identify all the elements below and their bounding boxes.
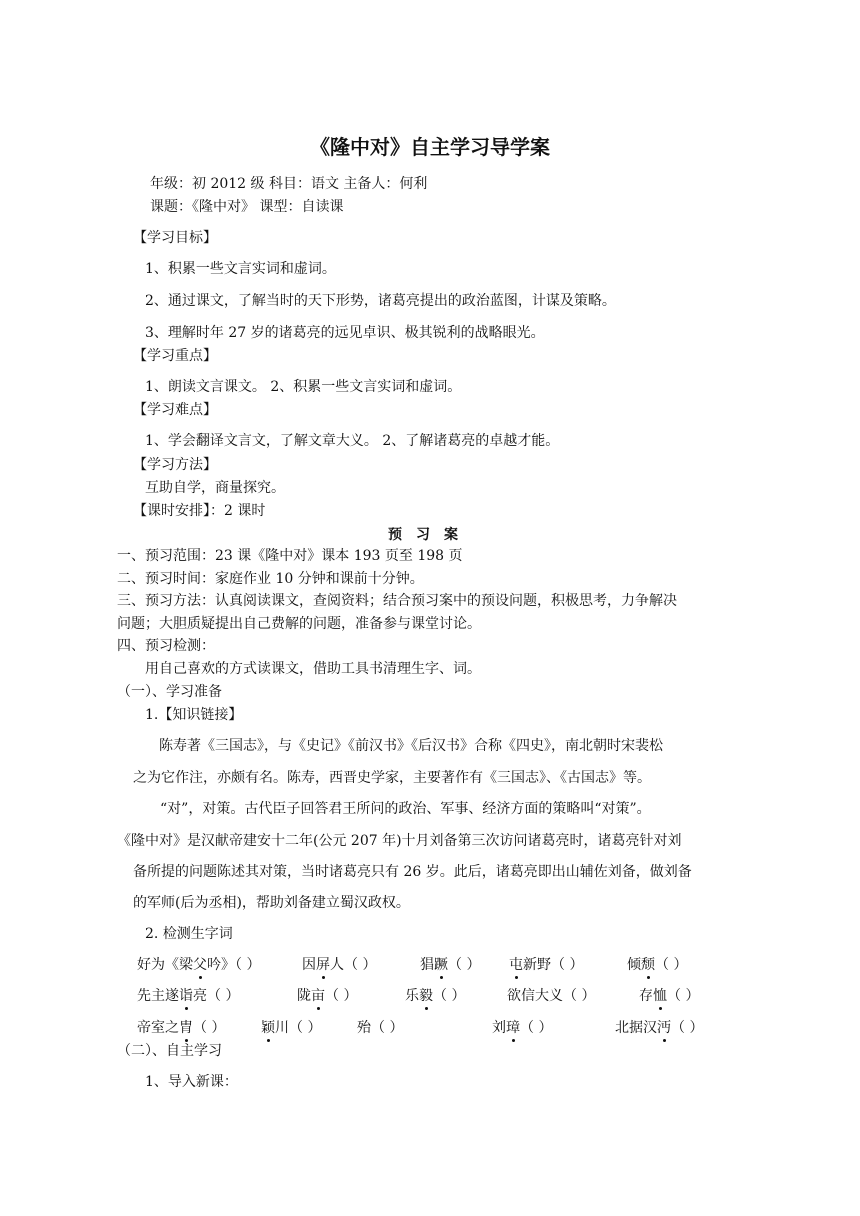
vocab-header: 2. 检测生字词 bbox=[145, 926, 233, 942]
vocab-item: 倾颓（ ） bbox=[627, 957, 688, 973]
goals-header: 【学习目标】 bbox=[133, 230, 217, 246]
schedule-line: 【课时安排】：2 课时 bbox=[133, 503, 266, 519]
preview-line: 问题；大胆质疑提出自己费解的问题，准备参与课堂讨论。 bbox=[117, 616, 481, 632]
method-header: 【学习方法】 bbox=[133, 457, 217, 473]
preview-line: 二、预习时间：家庭作业 10 分钟和课前十分钟。 bbox=[117, 571, 424, 587]
preview-line: 三、预习方法：认真阅读课文，查阅资料；结合预习案中的预设问题，积极思考，力争解决 bbox=[117, 593, 677, 609]
preview-line: 一、预习范围：23 课《隆中对》课本 193 页至 198 页 bbox=[117, 548, 463, 564]
focus-text: 1、朗读文言课文。 2、积累一些文言实词和虚词。 bbox=[145, 379, 462, 395]
knowledge-paragraph: 陈寿著《三国志》，与《史记》《前汉书》《后汉书》合称《四史》，南北朝时宋裴松 bbox=[159, 738, 663, 754]
preview-line: 四、预习检测： bbox=[117, 638, 215, 654]
vocab-item: 存恤（ ） bbox=[639, 988, 700, 1004]
meta-line-1: 年级：初 2012 级 科目：语文 主备人：何利 bbox=[150, 176, 428, 192]
goal-item: 1、积累一些文言实词和虚词。 bbox=[145, 261, 336, 277]
difficulty-text: 1、学会翻译文言文，了解文章大义。 2、了解诸葛亮的卓越才能。 bbox=[145, 433, 560, 449]
vocab-item: 猖蹶（ ） bbox=[420, 957, 481, 973]
knowledge-link-header: 1.【知识链接】 bbox=[145, 707, 243, 723]
preview-heading: 预习案 bbox=[388, 527, 472, 543]
vocab-item: 欲信大义（ ） bbox=[507, 988, 596, 1004]
meta-line-2: 课题：《隆中对》 课型：自读课 bbox=[150, 199, 344, 215]
goal-item: 2、通过课文，了解当时的天下形势，诸葛亮提出的政治蓝图，计谋及策略。 bbox=[145, 293, 616, 309]
vocab-item: 北据汉沔（ ） bbox=[615, 1020, 704, 1036]
intro-line: 1、导入新课： bbox=[145, 1074, 238, 1090]
vocab-item: 乐毅（ ） bbox=[405, 988, 466, 1004]
knowledge-paragraph: 之为它作注，亦颇有名。陈寿，西晋史学家，主要著作有《三国志》、《古国志》等。 bbox=[133, 770, 651, 786]
section-one-heading: （一）、学习准备 bbox=[117, 684, 222, 700]
knowledge-paragraph: 《隆中对》是汉献帝建安十二年(公元 207 年)十月刘备第三次访问诸葛亮时，诸葛亮针对刘 bbox=[117, 833, 682, 849]
difficulty-header: 【学习难点】 bbox=[133, 402, 217, 418]
vocab-item: 刘璋（ ） bbox=[492, 1020, 553, 1036]
focus-header: 【学习重点】 bbox=[133, 348, 217, 364]
vocab-item: 陇亩（ ） bbox=[297, 988, 358, 1004]
knowledge-paragraph: 备所提的问题陈述其对策，当时诸葛亮只有 26 岁。此后，诸葛亮即出山辅佐刘备，做刘备 bbox=[133, 864, 692, 880]
goal-item: 3、理解时年 27 岁的诸葛亮的远见卓识、极其锐利的战略眼光。 bbox=[145, 325, 545, 341]
vocab-item: 屯新野（ ） bbox=[509, 957, 584, 973]
preview-line: 用自己喜欢的方式读课文，借助工具书清理生字、词。 bbox=[145, 661, 481, 677]
vocab-item: 颖川（ ） bbox=[261, 1020, 322, 1036]
document-title: 《隆中对》自主学习导学案 bbox=[310, 135, 550, 159]
vocab-item: 先主遂诣亮（ ） bbox=[137, 988, 240, 1004]
vocab-item: 因屏人（ ） bbox=[302, 957, 377, 973]
knowledge-paragraph: 的军师(后为丞相)，帮助刘备建立蜀汉政权。 bbox=[133, 895, 410, 911]
method-text: 互助自学，商量探究。 bbox=[145, 480, 285, 496]
vocab-item: 好为《梁父吟》（ ） bbox=[137, 957, 261, 973]
vocab-item: 帝室之胄（ ） bbox=[137, 1020, 226, 1036]
section-two-heading: （二）、自主学习 bbox=[117, 1043, 222, 1059]
vocab-item: 殆（ ） bbox=[357, 1020, 404, 1036]
knowledge-paragraph: “对”，对策。古代臣子回答君王所问的政治、军事、经济方面的策略叫“对策”。 bbox=[160, 801, 651, 817]
